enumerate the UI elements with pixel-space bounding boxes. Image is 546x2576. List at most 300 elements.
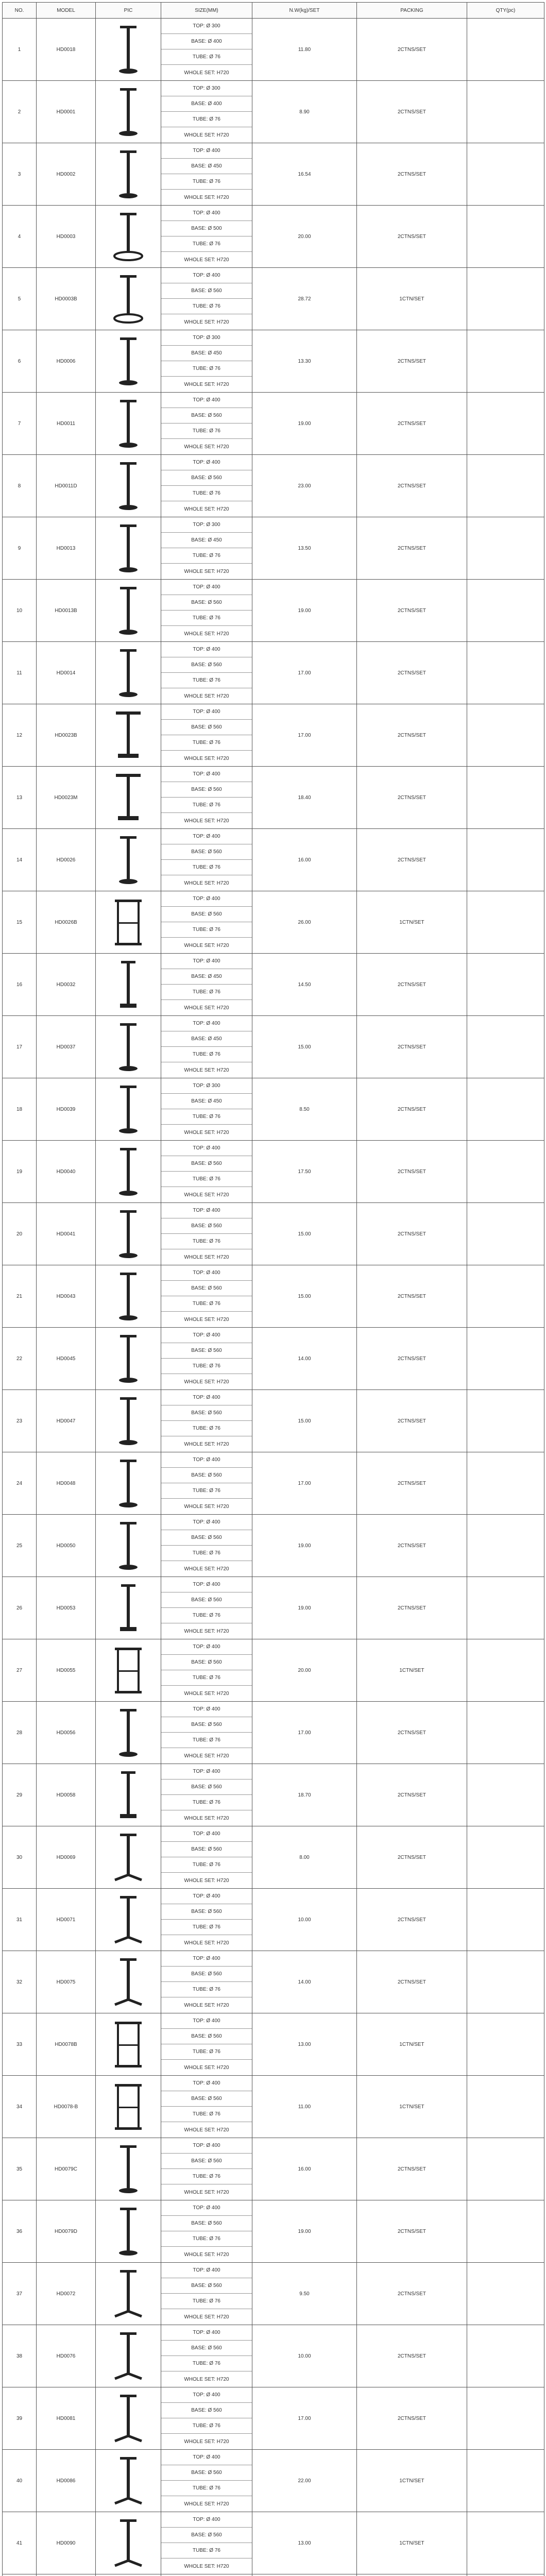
- size-spec-line: WHOLE SET: H720: [184, 1254, 229, 1260]
- row-picture: [96, 2325, 161, 2387]
- size-spec-line: TOP: Ø 400: [161, 891, 252, 907]
- row-picture: [96, 2076, 161, 2138]
- size-spec-line: WHOLE SET: H720: [184, 2189, 229, 2195]
- row-model: HD0053: [37, 1577, 96, 1639]
- row-packing: 2CTNS/SET: [357, 2387, 467, 2450]
- row-packing: 2CTNS/SET: [357, 206, 467, 268]
- row-weight: 16.54: [252, 143, 357, 206]
- size-spec-line: TUBE: Ø 76: [161, 1296, 252, 1312]
- size-spec-line: TOP: Ø 400: [161, 829, 252, 844]
- row-model: HD0047: [37, 1390, 96, 1452]
- row-packing: 2CTNS/SET: [357, 642, 467, 704]
- header-weight: N.W(kg)/SET: [252, 3, 357, 19]
- size-spec-line: TUBE: Ø 76: [161, 735, 252, 751]
- table-row: [3, 2325, 544, 2387]
- row-model: HD0056: [37, 1702, 96, 1764]
- row-size: [161, 1078, 252, 1141]
- size-spec-line: WHOLE SET: H720: [184, 1753, 229, 1759]
- row-model: [37, 2574, 96, 2576]
- disc-base-icon: [97, 585, 160, 636]
- size-spec-line: WHOLE SET: H720: [184, 1192, 229, 1198]
- size-spec-line: WHOLE SET: H720: [184, 1379, 229, 1385]
- row-picture: [96, 1328, 161, 1390]
- row-picture: [96, 455, 161, 517]
- table-row: [3, 81, 544, 143]
- row-model: HD0032: [37, 954, 96, 1016]
- row-packing: 2CTNS/SET: [357, 1265, 467, 1328]
- row-weight: 20.00: [252, 1639, 357, 1702]
- row-qty: [467, 1328, 544, 1390]
- row-picture: [96, 1016, 161, 1078]
- row-packing: 2CTNS/SET: [357, 2325, 467, 2387]
- square-top-icon: [97, 772, 160, 823]
- table-row: [3, 393, 544, 455]
- row-weight: 15.00: [252, 1265, 357, 1328]
- row-model: HD0023B: [37, 704, 96, 767]
- row-packing: 1CTN/SET: [357, 268, 467, 330]
- row-size: [161, 1515, 252, 1577]
- row-qty: [467, 393, 544, 455]
- table-row: [3, 580, 544, 642]
- row-no: 21: [3, 1265, 37, 1328]
- size-spec-line: TUBE: Ø 76: [161, 361, 252, 377]
- row-picture: [96, 2450, 161, 2512]
- size-spec-line: BASE: Ø 560: [161, 1967, 252, 1982]
- row-packing: 2CTNS/SET: [357, 2138, 467, 2200]
- size-spec-line: TUBE: Ø 76: [161, 2294, 252, 2309]
- size-spec-line: TUBE: Ø 76: [161, 1670, 252, 1686]
- row-size: [161, 1577, 252, 1639]
- size-spec-line: TOP: Ø 400: [161, 2512, 252, 2528]
- size-spec-line: TUBE: Ø 76: [161, 1795, 252, 1810]
- size-spec-line: TOP: Ø 400: [161, 1203, 252, 1218]
- row-model: HD0086: [37, 2450, 96, 2512]
- size-spec-line: BASE: Ø 560: [161, 657, 252, 673]
- size-spec-line: WHOLE SET: H720: [184, 568, 229, 574]
- row-no: 16: [3, 954, 37, 1016]
- row-picture: [96, 1078, 161, 1141]
- row-size: [161, 517, 252, 580]
- row-no: 2: [3, 81, 37, 143]
- row-weight: 20.00: [252, 206, 357, 268]
- row-qty: [467, 81, 544, 143]
- row-weight: 19.00: [252, 2200, 357, 2263]
- row-picture: [96, 268, 161, 330]
- row-picture: [96, 2263, 161, 2325]
- size-spec-line: WHOLE SET: H720: [184, 1129, 229, 1136]
- size-spec-line: WHOLE SET: H720: [184, 1690, 229, 1697]
- row-qty: [467, 891, 544, 954]
- size-spec-line: TOP: Ø 400: [161, 393, 252, 408]
- row-model: HD0011D: [37, 455, 96, 517]
- row-picture: [96, 1515, 161, 1577]
- header-size: SIZE(MM): [161, 3, 252, 19]
- row-no: 39: [3, 2387, 37, 2450]
- size-spec-line: TUBE: Ø 76: [161, 1483, 252, 1499]
- size-spec-line: TOP: Ø 400: [161, 2450, 252, 2465]
- row-weight: [252, 2574, 357, 2576]
- size-spec-line: BASE: Ø 560: [161, 595, 252, 611]
- size-spec-line: TOP: Ø 400: [161, 1452, 252, 1468]
- size-spec-line: BASE: Ø 560: [161, 2091, 252, 2107]
- row-model: HD0079C: [37, 2138, 96, 2200]
- size-spec-line: TOP: Ø 400: [161, 2138, 252, 2154]
- row-picture: [96, 1390, 161, 1452]
- row-picture: [96, 1141, 161, 1203]
- row-model: HD0014: [37, 642, 96, 704]
- size-spec-line: WHOLE SET: H720: [184, 2127, 229, 2133]
- size-spec-line: WHOLE SET: H720: [184, 2376, 229, 2382]
- row-weight: 17.00: [252, 1702, 357, 1764]
- size-spec-line: TUBE: Ø 76: [161, 548, 252, 564]
- row-qty: [467, 1639, 544, 1702]
- size-spec-line: BASE: Ø 560: [161, 2403, 252, 2418]
- row-model: HD0071: [37, 1889, 96, 1951]
- table-row: [3, 2138, 544, 2200]
- size-spec-line: BASE: Ø 560: [161, 1405, 252, 1421]
- size-spec-line: TOP: Ø 400: [161, 2200, 252, 2216]
- row-packing: 1CTN/SET: [357, 2512, 467, 2574]
- row-model: HD0003: [37, 206, 96, 268]
- row-picture: [96, 2512, 161, 2574]
- size-spec-line: TOP: Ø 400: [161, 1639, 252, 1655]
- size-spec-line: BASE: Ø 450: [161, 969, 252, 985]
- size-spec-line: BASE: Ø 560: [161, 1592, 252, 1608]
- square-base-icon: [97, 959, 160, 1010]
- size-spec-line: WHOLE SET: H720: [184, 942, 229, 948]
- row-picture: [96, 2138, 161, 2200]
- square-base-icon: [97, 1582, 160, 1634]
- row-packing: 2CTNS/SET: [357, 954, 467, 1016]
- size-spec-line: TOP: Ø 300: [161, 19, 252, 34]
- size-spec-line: BASE: Ø 450: [161, 1031, 252, 1047]
- table-row: [3, 767, 544, 829]
- size-spec-line: BASE: Ø 450: [161, 1094, 252, 1109]
- size-spec-line: TOP: Ø 400: [161, 2013, 252, 2029]
- row-packing: 1CTN/SET: [357, 2450, 467, 2512]
- size-spec-line: WHOLE SET: H720: [184, 257, 229, 263]
- size-spec-line: BASE: Ø 560: [161, 1717, 252, 1733]
- size-spec-line: TUBE: Ø 76: [161, 1359, 252, 1374]
- row-size: [161, 2200, 252, 2263]
- row-qty: [467, 704, 544, 767]
- row-no: 15: [3, 891, 37, 954]
- row-qty: [467, 455, 544, 517]
- row-packing: 2CTNS/SET: [357, 1390, 467, 1452]
- row-qty: [467, 2076, 544, 2138]
- size-spec-line: TOP: Ø 400: [161, 642, 252, 657]
- size-spec-line: TUBE: Ø 76: [161, 486, 252, 501]
- row-weight: 14.00: [252, 1951, 357, 2013]
- table-row: [3, 143, 544, 206]
- row-size: [161, 1203, 252, 1265]
- row-model: HD0075: [37, 1951, 96, 2013]
- square-frame-icon: [97, 1645, 160, 1696]
- size-spec-line: BASE: Ø 560: [161, 1156, 252, 1172]
- row-packing: 2CTNS/SET: [357, 1702, 467, 1764]
- row-model: HD0023M: [37, 767, 96, 829]
- row-packing: 2CTNS/SET: [357, 1452, 467, 1515]
- row-size: [161, 2512, 252, 2574]
- row-model: HD0018: [37, 19, 96, 81]
- ring-base-icon: [97, 211, 160, 262]
- row-model: HD0026: [37, 829, 96, 891]
- size-spec-line: TOP: Ø 400: [161, 2263, 252, 2278]
- size-spec-line: TOP: Ø 400: [161, 1016, 252, 1031]
- square-frame-icon: [97, 2081, 160, 2132]
- row-size: [161, 268, 252, 330]
- row-weight: 17.50: [252, 1141, 357, 1203]
- size-spec-line: TUBE: Ø 76: [161, 299, 252, 314]
- size-spec-line: BASE: Ø 560: [161, 1655, 252, 1670]
- size-spec-line: WHOLE SET: H720: [184, 70, 229, 76]
- size-spec-line: BASE: Ø 450: [161, 533, 252, 548]
- size-spec-line: TUBE: Ø 76: [161, 673, 252, 688]
- row-weight: 9.50: [252, 2263, 357, 2325]
- size-spec-line: BASE: Ø 560: [161, 2154, 252, 2169]
- row-size: [161, 642, 252, 704]
- disc-base-icon: [97, 1083, 160, 1135]
- row-weight: 16.00: [252, 829, 357, 891]
- row-model: HD0078-B: [37, 2076, 96, 2138]
- row-packing: 2CTNS/SET: [357, 81, 467, 143]
- row-packing: 2CTNS/SET: [357, 1141, 467, 1203]
- row-model: HD0011: [37, 393, 96, 455]
- size-spec-line: TUBE: Ø 76: [161, 1608, 252, 1623]
- size-spec-line: BASE: Ø 560: [161, 2528, 252, 2543]
- row-picture: [96, 330, 161, 393]
- row-qty: [467, 1515, 544, 1577]
- size-spec-line: BASE: Ø 560: [161, 907, 252, 922]
- row-weight: 13.00: [252, 2512, 357, 2574]
- disc-base-icon: [97, 1021, 160, 1073]
- size-spec-line: WHOLE SET: H720: [184, 132, 229, 138]
- row-size: [161, 1764, 252, 1826]
- header-pic: PIC: [96, 3, 161, 19]
- size-spec-line: BASE: Ø 400: [161, 96, 252, 112]
- row-packing: 2CTNS/SET: [357, 330, 467, 393]
- row-model: HD0040: [37, 1141, 96, 1203]
- row-weight: 17.00: [252, 704, 357, 767]
- square-frame-icon: [97, 896, 160, 948]
- row-model: HD0013B: [37, 580, 96, 642]
- ring-base-icon: [97, 273, 160, 325]
- row-no: 22: [3, 1328, 37, 1390]
- size-spec-line: TOP: Ø 400: [161, 268, 252, 283]
- table-row: [3, 2574, 544, 2576]
- row-model: HD0037: [37, 1016, 96, 1078]
- cross-base-icon: [97, 2455, 160, 2506]
- row-no: 11: [3, 642, 37, 704]
- row-qty: [467, 1889, 544, 1951]
- row-size: [161, 1328, 252, 1390]
- row-picture: [96, 767, 161, 829]
- row-model: HD0069: [37, 1826, 96, 1889]
- table-row: [3, 19, 544, 81]
- row-qty: [467, 330, 544, 393]
- table-row: [3, 2387, 544, 2450]
- size-spec-line: BASE: Ø 560: [161, 1780, 252, 1795]
- size-spec-line: TOP: Ø 400: [161, 767, 252, 782]
- table-row: [3, 1639, 544, 1702]
- size-spec-line: WHOLE SET: H720: [184, 1877, 229, 1884]
- size-spec-line: TOP: Ø 400: [161, 1141, 252, 1156]
- size-spec-line: WHOLE SET: H720: [184, 506, 229, 512]
- row-qty: [467, 954, 544, 1016]
- table-row: [3, 1702, 544, 1764]
- row-qty: [467, 2512, 544, 2574]
- row-model: HD0013: [37, 517, 96, 580]
- size-spec-line: WHOLE SET: H720: [184, 194, 229, 200]
- disc-base-icon: [97, 24, 160, 75]
- size-spec-line: TOP: Ø 300: [161, 330, 252, 346]
- row-picture: [96, 143, 161, 206]
- size-spec-line: WHOLE SET: H720: [184, 631, 229, 637]
- header-model: MODEL: [37, 3, 96, 19]
- row-qty: [467, 2450, 544, 2512]
- size-spec-line: TOP: Ø 400: [161, 1265, 252, 1281]
- row-weight: 17.00: [252, 1452, 357, 1515]
- row-picture: [96, 1826, 161, 1889]
- row-size: [161, 580, 252, 642]
- row-picture: [96, 829, 161, 891]
- size-spec-line: WHOLE SET: H720: [184, 2438, 229, 2445]
- table-row: [3, 330, 544, 393]
- size-spec-line: BASE: Ø 560: [161, 408, 252, 423]
- row-picture: [96, 1764, 161, 1826]
- row-packing: 2CTNS/SET: [357, 1826, 467, 1889]
- row-qty: [467, 767, 544, 829]
- size-spec-line: TOP: Ø 400: [161, 1577, 252, 1592]
- row-size: [161, 1702, 252, 1764]
- row-weight: 10.00: [252, 2325, 357, 2387]
- size-spec-line: TUBE: Ø 76: [161, 1546, 252, 1561]
- size-spec-line: TUBE: Ø 76: [161, 1109, 252, 1125]
- size-spec-line: TOP: Ø 400: [161, 1951, 252, 1967]
- row-picture: [96, 1577, 161, 1639]
- row-picture: [96, 1203, 161, 1265]
- cross-base-icon: [97, 1956, 160, 2008]
- size-spec-line: BASE: Ø 450: [161, 346, 252, 361]
- row-packing: 2CTNS/SET: [357, 455, 467, 517]
- size-spec-line: WHOLE SET: H720: [184, 381, 229, 387]
- row-qty: [467, 1702, 544, 1764]
- row-packing: 2CTNS/SET: [357, 2263, 467, 2325]
- row-qty: [467, 642, 544, 704]
- row-packing: 1CTN/SET: [357, 2013, 467, 2076]
- row-picture: [96, 2574, 161, 2576]
- row-qty: [467, 1016, 544, 1078]
- row-packing: [357, 2574, 467, 2576]
- size-spec-line: TUBE: Ø 76: [161, 2418, 252, 2434]
- row-qty: [467, 1577, 544, 1639]
- row-packing: 2CTNS/SET: [357, 19, 467, 81]
- row-picture: [96, 1452, 161, 1515]
- table-row: [3, 2076, 544, 2138]
- row-model: HD0002: [37, 143, 96, 206]
- row-no: 14: [3, 829, 37, 891]
- row-weight: 28.72: [252, 268, 357, 330]
- row-qty: [467, 268, 544, 330]
- row-size: [161, 1452, 252, 1515]
- size-spec-line: BASE: Ø 560: [161, 470, 252, 486]
- row-weight: 19.00: [252, 1515, 357, 1577]
- row-weight: 22.00: [252, 2450, 357, 2512]
- table-row: [3, 2013, 544, 2076]
- size-spec-line: WHOLE SET: H720: [184, 2314, 229, 2320]
- row-size: [161, 2574, 252, 2576]
- row-picture: [96, 954, 161, 1016]
- row-packing: 1CTN/SET: [357, 2076, 467, 2138]
- row-picture: [96, 1702, 161, 1764]
- row-picture: [96, 580, 161, 642]
- row-qty: [467, 1452, 544, 1515]
- size-spec-line: WHOLE SET: H720: [184, 1503, 229, 1510]
- size-spec-line: TOP: Ø 400: [161, 206, 252, 221]
- row-packing: 2CTNS/SET: [357, 1203, 467, 1265]
- row-weight: 13.00: [252, 2013, 357, 2076]
- size-spec-line: TOP: Ø 400: [161, 1515, 252, 1530]
- row-size: [161, 2450, 252, 2512]
- size-spec-line: TUBE: Ø 76: [161, 2543, 252, 2558]
- cross-base-icon: [97, 1894, 160, 1945]
- row-picture: [96, 19, 161, 81]
- row-weight: 19.00: [252, 580, 357, 642]
- square-top-icon: [97, 709, 160, 761]
- size-spec-line: BASE: Ø 560: [161, 2216, 252, 2231]
- row-packing: 1CTN/SET: [357, 1639, 467, 1702]
- row-qty: [467, 1141, 544, 1203]
- row-weight: 10.00: [252, 1889, 357, 1951]
- size-spec-line: TUBE: Ø 76: [161, 985, 252, 1000]
- size-spec-line: TOP: Ø 400: [161, 1390, 252, 1405]
- size-spec-line: WHOLE SET: H720: [184, 1441, 229, 1447]
- table-row: [3, 1016, 544, 1078]
- size-spec-line: TOP: Ø 400: [161, 1764, 252, 1780]
- row-no: 38: [3, 2325, 37, 2387]
- table-row: [3, 642, 544, 704]
- size-spec-line: WHOLE SET: H720: [184, 755, 229, 761]
- size-spec-line: BASE: Ø 560: [161, 1468, 252, 1483]
- row-qty: [467, 1826, 544, 1889]
- row-model: HD0043: [37, 1265, 96, 1328]
- row-model: HD0026B: [37, 891, 96, 954]
- size-spec-line: BASE: Ø 500: [161, 221, 252, 236]
- table-row: [3, 1078, 544, 1141]
- row-model: HD0041: [37, 1203, 96, 1265]
- size-spec-line: TOP: Ø 400: [161, 954, 252, 969]
- row-size: [161, 143, 252, 206]
- row-weight: 16.00: [252, 2138, 357, 2200]
- row-weight: 13.50: [252, 517, 357, 580]
- row-no: 27: [3, 1639, 37, 1702]
- row-qty: [467, 2325, 544, 2387]
- size-spec-line: TUBE: Ø 76: [161, 1172, 252, 1187]
- disc-base-icon: [97, 522, 160, 574]
- row-size: [161, 2138, 252, 2200]
- row-model: HD0039: [37, 1078, 96, 1141]
- row-weight: 8.00: [252, 1826, 357, 1889]
- size-spec-line: TOP: Ø 400: [161, 704, 252, 720]
- table-row: [3, 1452, 544, 1515]
- disc-base-icon: [97, 148, 160, 200]
- row-no: 40: [3, 2450, 37, 2512]
- row-weight: 26.00: [252, 891, 357, 954]
- size-spec-line: TOP: Ø 400: [161, 1328, 252, 1343]
- size-spec-line: WHOLE SET: H720: [184, 693, 229, 699]
- row-no: 19: [3, 1141, 37, 1203]
- row-size: [161, 1265, 252, 1328]
